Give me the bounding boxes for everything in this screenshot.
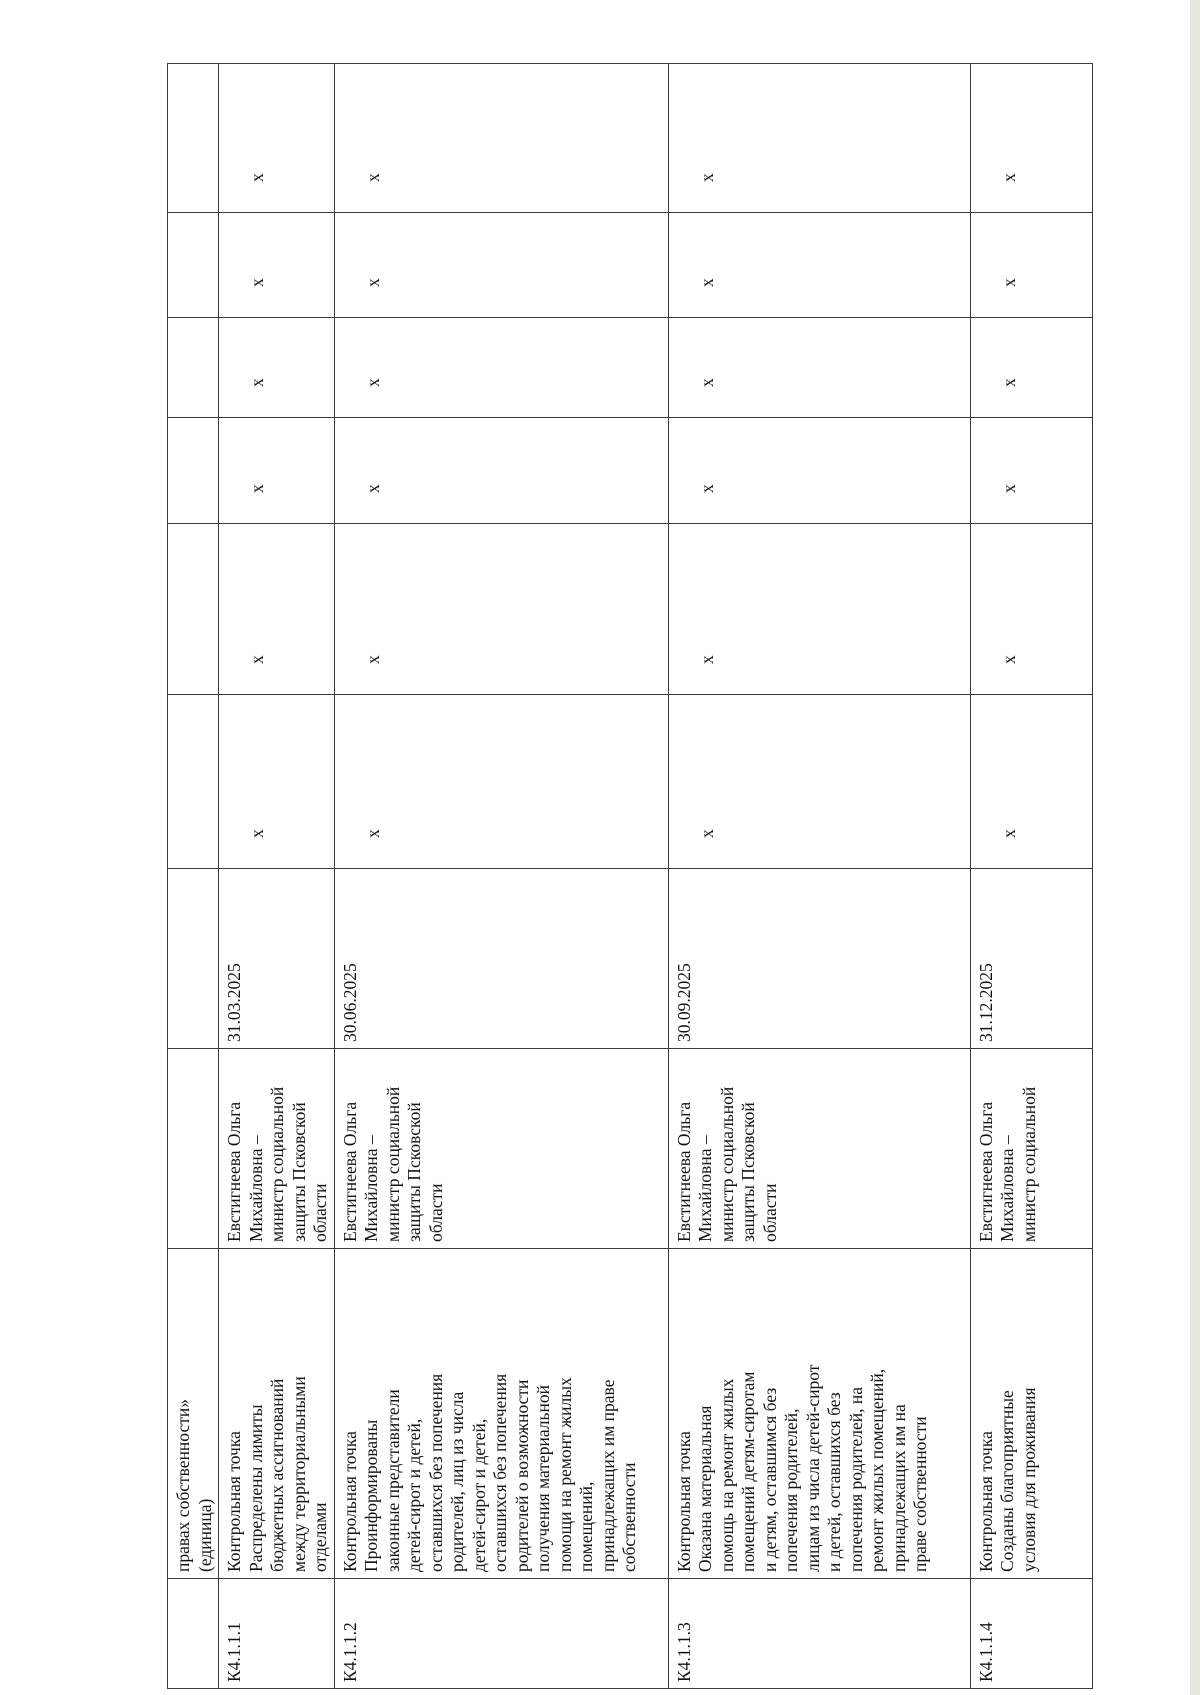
table-row	[970, 64, 1092, 1689]
row-code: К4.1.1.3	[668, 1579, 970, 1689]
table-row	[334, 64, 668, 1689]
row-mark: х	[219, 695, 335, 869]
row-responsible: Евстигнеева Ольга Михайловна – министр социальной защиты Псковской области	[668, 1049, 970, 1249]
row-mark: х	[970, 213, 1092, 318]
table-row-header-continuation	[168, 64, 219, 1689]
row-responsible: Евстигнеева Ольга Михайловна – министр социальной защиты Псковской области	[219, 1049, 335, 1249]
table-cell	[168, 869, 219, 1049]
table-cell	[168, 1049, 219, 1249]
table-cell	[168, 318, 219, 418]
row-mark: х	[970, 64, 1092, 213]
row-mark: х	[970, 695, 1092, 869]
row-code: К4.1.1.2	[334, 1579, 668, 1689]
row-mark: х	[668, 64, 970, 213]
row-code: К4.1.1.1	[219, 1579, 335, 1689]
row-mark: х	[334, 695, 668, 869]
row-date: 30.06.2025	[334, 869, 668, 1049]
row-mark: х	[668, 318, 970, 418]
row-mark: х	[668, 695, 970, 869]
row-description: Контрольная точка Оказана материальная помощь на ремонт жилых помещений детям-сиротам и детям, оставшимся без попечения родителей, лицам из числа детей-сирот и детей, оставшихся без попечения родителей, на ремонт жилых помещений, принадлежащих им на праве собственности	[668, 1249, 970, 1579]
row-responsible: Евстигнеева Ольга Михайловна – министр социальной защиты Псковской области	[334, 1049, 668, 1249]
row-mark: х	[334, 418, 668, 524]
header-continuation-text: правах собственности» (единица)	[168, 1249, 219, 1579]
row-mark: х	[219, 213, 335, 318]
row-code: К4.1.1.4	[970, 1579, 1092, 1689]
rotated-table-container	[167, 64, 1086, 1689]
row-description: Контрольная точка Проинформированы законные представители детей-сирот и детей, оставшихся без попечения родителей, лиц из числа детей-сирот и детей, оставшихся без попечения родителей о возможности получения материальной помощи на ремонт жилых помещений, принадлежащих им праве собственности	[334, 1249, 668, 1579]
row-mark: х	[219, 64, 335, 213]
row-mark: х	[668, 524, 970, 695]
row-description: Контрольная точка Распределены лимиты бюджетных ассигнований между территориальными отделами	[219, 1249, 335, 1579]
control-points-table	[167, 63, 1093, 1689]
row-mark: х	[219, 418, 335, 524]
row-mark: х	[334, 524, 668, 695]
row-mark: х	[334, 213, 668, 318]
table-cell	[168, 1579, 219, 1689]
table-cell	[168, 418, 219, 524]
row-mark: х	[970, 418, 1092, 524]
scan-edge-shadow	[1190, 0, 1200, 1695]
table-row	[668, 64, 970, 1689]
row-mark: х	[334, 318, 668, 418]
row-responsible: Евстигнеева Ольга Михайловна – министр социальной	[970, 1049, 1092, 1249]
table-cell	[168, 524, 219, 695]
table-cell	[168, 695, 219, 869]
row-mark: х	[970, 524, 1092, 695]
row-mark: х	[219, 524, 335, 695]
row-mark: х	[219, 318, 335, 418]
table-row	[219, 64, 335, 1689]
row-mark: х	[970, 318, 1092, 418]
row-date: 30.09.2025	[668, 869, 970, 1049]
row-description: Контрольная точка Созданы благоприятные условия для проживания	[970, 1249, 1092, 1579]
row-date: 31.12.2025	[970, 869, 1092, 1049]
row-date: 31.03.2025	[219, 869, 335, 1049]
row-mark: х	[334, 64, 668, 213]
row-mark: х	[668, 213, 970, 318]
row-mark: х	[668, 418, 970, 524]
table-cell	[168, 64, 219, 213]
table-cell	[168, 213, 219, 318]
